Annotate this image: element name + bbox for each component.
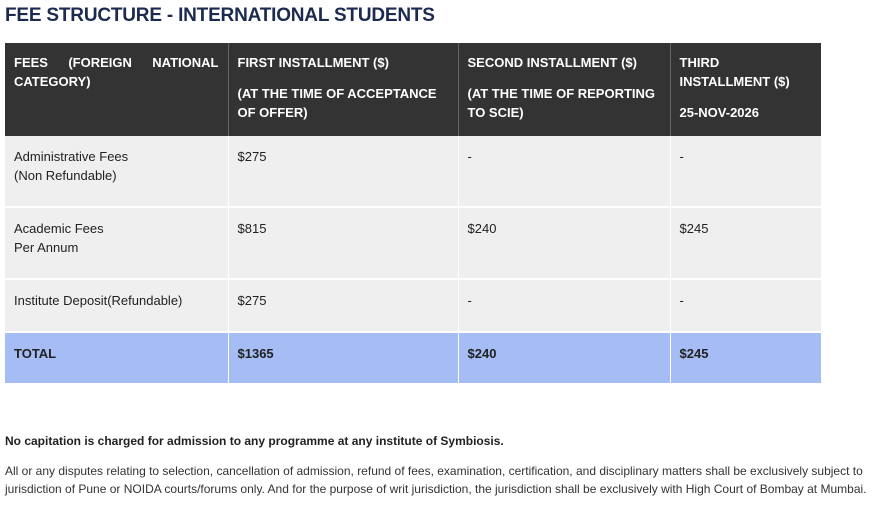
row-label-main: Institute Deposit [14,293,108,308]
header-fees-foreign: (FOREIGN [68,55,132,70]
capitation-note: No capitation is charged for admission to any programme at any institute of Symbiosis. [5,434,504,448]
table-row [5,136,821,207]
total-third: $245 [670,332,821,383]
row-label [5,279,228,332]
row-label-line2: Per Annum [14,240,79,255]
row-label-line1: Administrative Fees [14,149,129,164]
row-label [5,207,228,279]
page-title: FEE STRUCTURE - INTERNATIONAL STUDENTS [5,5,435,26]
header-second-title: SECOND INSTALLMENT ($) [467,55,637,70]
cell-first: $275 [228,279,458,332]
header-fees [5,43,228,136]
table-header-row [5,43,821,136]
header-fees-category: CATEGORY) [14,74,91,89]
header-fees-national: NATIONAL [152,55,219,70]
cell-first: $275 [228,136,458,207]
header-third-date: 25-NOV-2026 [679,105,759,120]
cell-third: $245 [670,207,821,279]
total-row [5,332,821,383]
header-first-installment [228,43,458,136]
fee-table [5,43,821,383]
header-third-installment [670,43,821,136]
header-second-subtitle: (AT THE TIME OF REPORTING TO SCIE) [467,86,656,120]
table-row [5,279,821,332]
row-label-line1: Academic Fees [14,221,104,236]
header-fees-word: FEES [14,55,48,70]
total-label: TOTAL [5,332,228,383]
header-second-installment [458,43,670,136]
total-second: $240 [458,332,670,383]
cell-second: - [458,279,670,332]
row-label-line2: (Non Refundable) [14,168,117,183]
cell-second: - [458,136,670,207]
total-first: $1365 [228,332,458,383]
cell-first: $815 [228,207,458,279]
jurisdiction-note: All or any disputes relating to selection, cancellation of admission, refund of fees, examination, certification, and disciplinary matters shall be exclusively subject to jurisdiction of Pune or NOIDA courts/forums only. And for the purpose of writ jurisdiction, the jurisdiction shall be exclusively with High Court of Bombay at Mumbai. [5,464,867,496]
cell-third: - [670,279,821,332]
cell-second: $240 [458,207,670,279]
row-label [5,136,228,207]
row-label-suffix: (Refundable) [107,293,183,308]
cell-third: - [670,136,821,207]
table-row [5,207,821,279]
header-first-subtitle: (AT THE TIME OF ACCEPTANCE OF OFFER) [237,86,437,120]
notes-section [5,432,867,498]
header-third-title: THIRD INSTALLMENT ($) [679,55,790,89]
header-first-title: FIRST INSTALLMENT ($) [237,55,389,70]
